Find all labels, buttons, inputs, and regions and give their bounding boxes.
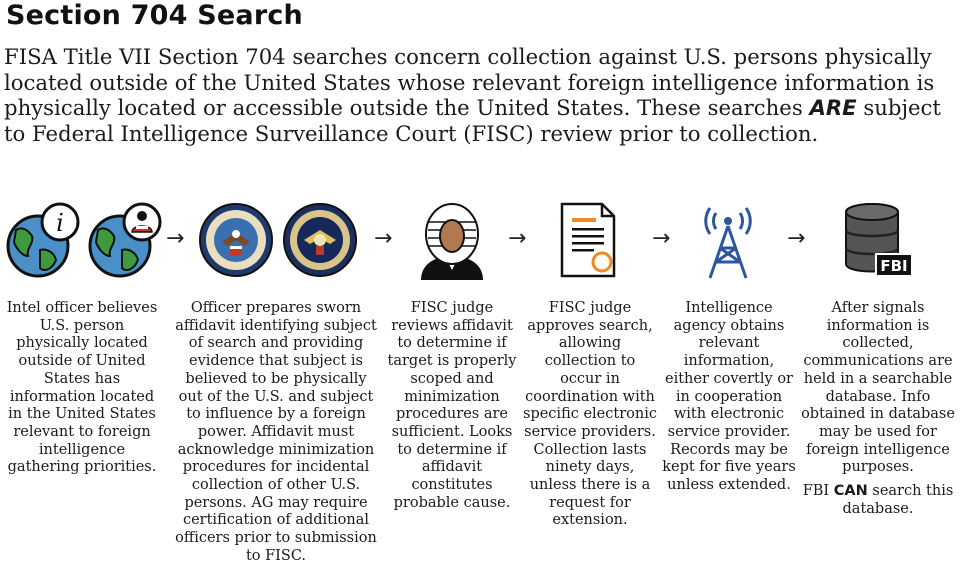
intro-paragraph <box>4 44 954 146</box>
step-6-note-before: FBI <box>802 483 834 500</box>
step-6-description <box>800 300 956 518</box>
step-6-note <box>800 483 956 518</box>
flow-arrow-2: → <box>374 226 393 251</box>
odni-seal-icon <box>282 202 358 278</box>
step-2-description <box>172 300 380 566</box>
database-icon <box>842 202 918 280</box>
step-1-description <box>2 300 162 477</box>
step-1-text: Intel officer believes U.S. person physically located outside of United States has information located in the United States relevant to foreign intelligence gathering priorities. <box>6 300 158 476</box>
intro-text-2: subject to Federal Intelligence Surveillance Court (FISC) review prior to collection. <box>4 95 941 146</box>
svg-text:i: i <box>56 209 64 237</box>
intro-emphasis: ARE <box>809 95 857 120</box>
step-3-description <box>386 300 518 512</box>
step-4-text: FISC judge approves search, allowing collection to occur in coordination with specific electronic service providers. Collection lasts ninety days, unless there is a request for extension. <box>523 300 657 529</box>
flow-arrow-4: → <box>652 226 671 251</box>
step-3-text: FISC judge reviews affidavit to determine if target is properly scoped and minimization procedures are sufficient. Looks to determine if affidavit constitutes probable cause. <box>387 300 517 511</box>
doj-seal-icon <box>198 202 274 278</box>
flow-arrow-5: → <box>787 226 806 251</box>
database-fbi-label: FBI <box>880 257 908 275</box>
step-4-description <box>522 300 658 530</box>
intro-text-1: FISA Title VII Section 704 searches concern collection against U.S. persons physically located outside of the United States whose relevant foreign intelligence information is physically located or accessible outside the United States. These searches <box>4 44 935 120</box>
judge-icon <box>415 200 489 280</box>
radio-tower-icon <box>696 200 760 280</box>
step-6-note-emphasis: CAN <box>833 483 868 500</box>
page-title: Section 704 Search <box>6 0 303 31</box>
step-6-text: After signals information is collected, communications are held in a searchable database. Info obtained in database may be used for foreign intelligence purposes. <box>801 300 955 476</box>
step-2-text: Officer prepares sworn affidavit identifying subject of search and providing evidence that subject is believed to be physically out of the U.S. and subject to influence by a foreign power. Affidavit must acknowledge minimization procedures for incidental collection of other U.S. persons. AG may require certification of additional officers prior to submission to FISC. <box>175 300 377 564</box>
certificate-document-icon <box>558 200 618 280</box>
step-6-note-after: search this database. <box>842 483 954 517</box>
flow-arrow-1: → <box>166 226 185 251</box>
globe-info-icon <box>4 200 82 280</box>
step-5-text: Intelligence agency obtains relevant information, either covertly or in cooperation with electronic service provider. Records may be kept for five years unless extended. <box>662 300 796 494</box>
globe-person-icon <box>86 200 164 280</box>
step-5-description <box>662 300 796 495</box>
flow-arrow-3: → <box>508 226 527 251</box>
